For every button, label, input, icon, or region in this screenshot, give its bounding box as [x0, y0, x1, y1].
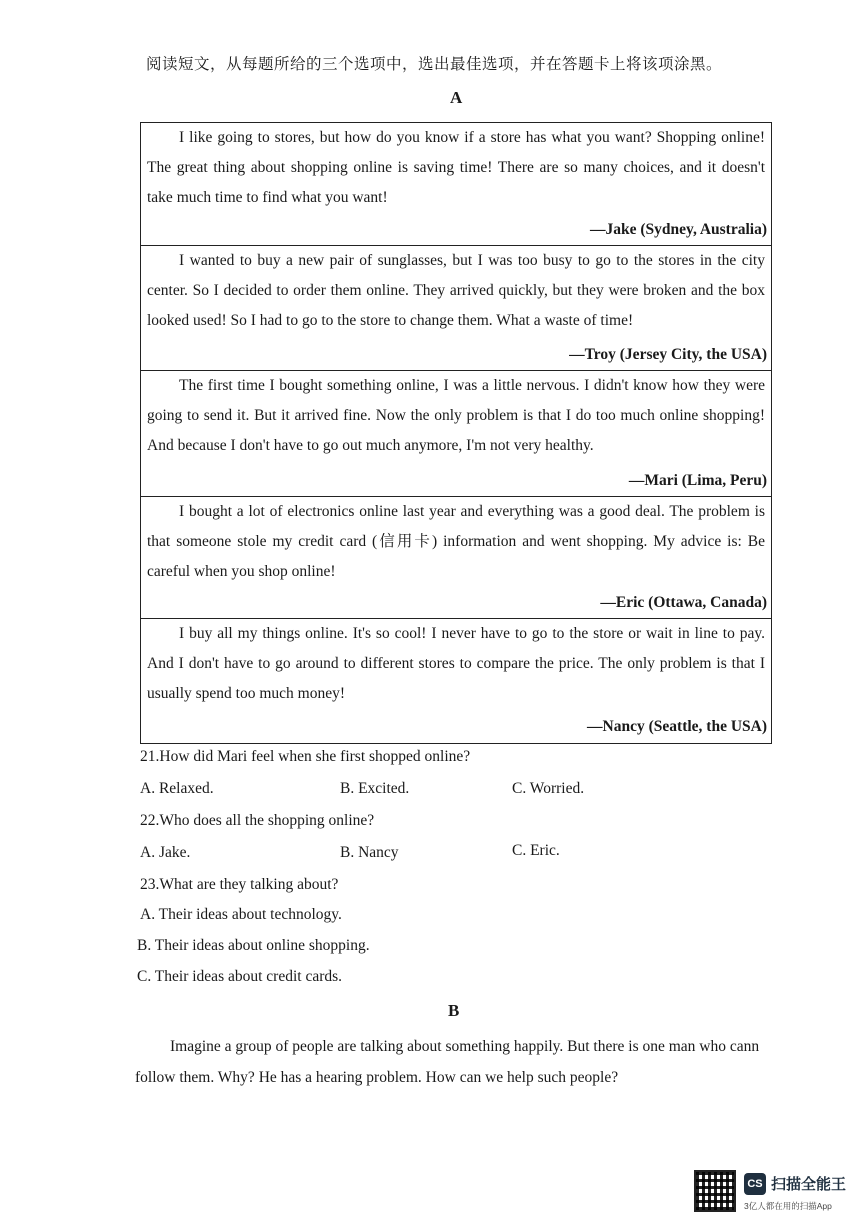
review-text: The first time I bought something online, I was a little nervous. I didn't know how they were going to send it. But it arrived fine. Now the only problem is that I do too much online shopping! And because I don't have to go out much anymore, I'm not very healthy. — [147, 377, 765, 454]
question-23-option-c: C. Their ideas about credit cards. — [137, 968, 343, 985]
question-22-option-c: C. Eric. — [512, 842, 560, 859]
instruction: 阅读短文，从每题所给的三个选项中，选出最佳选项，并在答题卡上将该项涂黑。 — [146, 56, 723, 73]
review-cell-eric — [141, 497, 771, 619]
section-b-line-2: follow them. Why? He has a hearing problem. How can we help such people? — [135, 1069, 619, 1086]
review-text: I buy all my things online. It's so cool! I never have to go to the store or wait in line to pay. And I don't have to go around to different stores to compare the price. The only problem is that I usually spend too much money! — [147, 625, 765, 702]
review-signature: —Eric (Ottawa, Canada) — [600, 594, 767, 611]
review-cell-mari — [141, 371, 771, 497]
reviews-table — [140, 122, 772, 744]
review-cell-troy — [141, 246, 771, 371]
question-21-option-c: C. Worried. — [512, 780, 585, 797]
question-23-option-b: B. Their ideas about online shopping. — [137, 937, 370, 954]
question-21-option-b: B. Excited. — [340, 780, 410, 797]
review-cell-nancy — [141, 619, 771, 742]
question-21-stem: 21.How did Mari feel when she first shopped online? — [140, 748, 471, 765]
question-21-option-a: A. Relaxed. — [140, 780, 214, 797]
section-b-title: B — [448, 1001, 460, 1020]
section-b-line-1: Imagine a group of people are talking about something happily. But there is one man who cann — [170, 1038, 760, 1055]
review-text: I like going to stores, but how do you know if a store has what you want? Shopping online! The great thing about shopping online is saving time! There are so many choices, and it doesn't take much time to find what you want! — [147, 129, 765, 206]
review-signature: —Troy (Jersey City, the USA) — [569, 346, 767, 363]
question-23-option-a: A. Their ideas about technology. — [140, 906, 342, 923]
camscanner-logo-icon: CS — [744, 1173, 766, 1195]
question-22-option-a: A. Jake. — [140, 844, 191, 861]
review-signature: —Nancy (Seattle, the USA) — [587, 718, 767, 735]
qr-code-icon — [694, 1170, 736, 1212]
review-text: I bought a lot of electronics online last year and everything was a good deal. The problem is that someone stole my credit card (信用卡) information and went shopping. My advice is: Be careful when you shop online! — [147, 503, 765, 580]
question-22-option-b: B. Nancy — [340, 844, 399, 861]
review-signature: —Mari (Lima, Peru) — [628, 472, 767, 489]
section-a-title: A — [450, 88, 463, 107]
scanner-tagline: 3亿人都在用的扫描App — [744, 1201, 832, 1211]
scanner-app-name: 扫描全能王 — [771, 1176, 847, 1193]
review-text: I wanted to buy a new pair of sunglasses, but I was too busy to go to the stores in the city center. So I decided to order them online. They arrived quickly, but they were broken and the box looked used! So I had to go to the store to change them. What a waste of time! — [147, 252, 765, 329]
question-23-stem: 23.What are they talking about? — [140, 876, 339, 893]
review-cell-jake — [141, 123, 771, 246]
review-signature: —Jake (Sydney, Australia) — [590, 221, 767, 238]
question-22-stem: 22.Who does all the shopping online? — [140, 812, 375, 829]
